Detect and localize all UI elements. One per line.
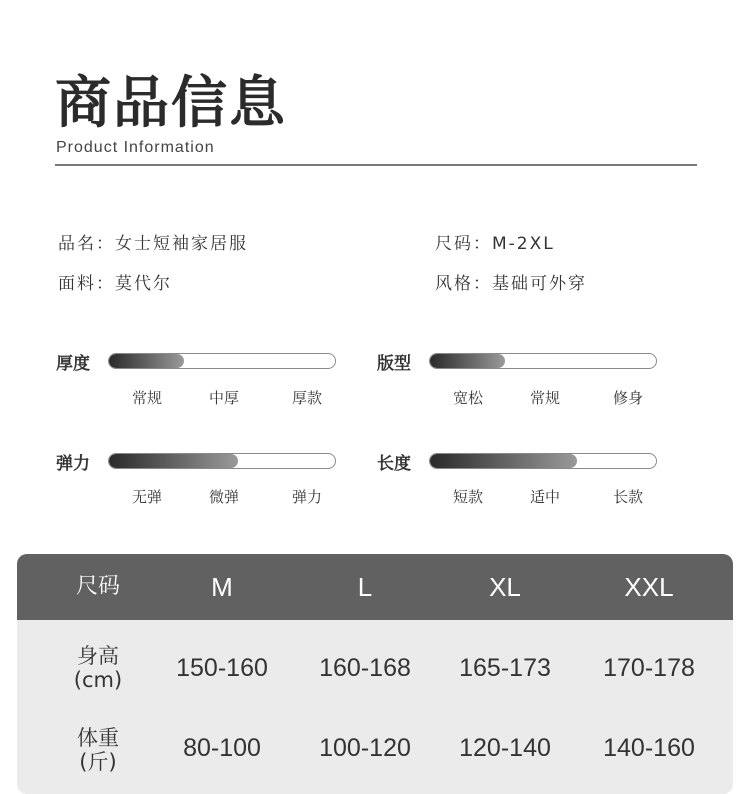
- size-header-xxl: XXL: [624, 572, 674, 602]
- attr-thickness-scale-2: 中厚: [208, 389, 239, 407]
- table-cell: 120-140: [459, 734, 551, 762]
- attr-thickness-fill: [109, 354, 184, 368]
- attr-thickness-scale-1: 常规: [131, 389, 162, 407]
- attr-elasticity-scale-1: 无弹: [131, 488, 162, 506]
- size-header-m: M: [211, 572, 233, 602]
- attr-length-scale-2: 适中: [529, 488, 560, 506]
- page-title: 商品信息: [55, 71, 287, 136]
- product-size-range: 尺码：M-2XL: [435, 234, 555, 254]
- attr-length-scale-3: 长款: [612, 488, 643, 506]
- size-table-header: [17, 554, 733, 620]
- table-cell: 165-173: [459, 654, 551, 682]
- attr-thickness-bar: [108, 353, 336, 369]
- table-cell: 170-178: [603, 654, 695, 682]
- page-subtitle: Product Information: [56, 139, 215, 156]
- size-header-l: L: [357, 572, 373, 602]
- attr-length-label: 长度: [377, 454, 411, 474]
- attr-length-bar: [429, 453, 657, 469]
- product-style: 风格：基础可外穿: [435, 274, 587, 294]
- table-cell: 160-168: [319, 654, 411, 682]
- row-weight-label: [53, 726, 143, 774]
- attr-elasticity-fill: [109, 454, 238, 468]
- attr-thickness-scale-3: 厚款: [291, 389, 322, 407]
- attr-elasticity-scale-3: 弹力: [291, 488, 322, 506]
- attr-elasticity-bar: [108, 453, 336, 469]
- attr-fit-scale-3: 修身: [612, 389, 643, 407]
- attr-length-scale-1: 短款: [452, 488, 483, 506]
- attr-thickness-label: 厚度: [56, 354, 90, 374]
- size-table: [17, 554, 733, 794]
- attr-elasticity-scale-2: 微弹: [208, 488, 239, 506]
- size-header-xl: XL: [489, 572, 521, 602]
- row-height-label-unit: (cm): [73, 668, 123, 692]
- table-cell: 100-120: [319, 734, 411, 762]
- table-cell: 150-160: [176, 654, 268, 682]
- attr-elasticity-label: 弹力: [56, 454, 90, 474]
- row-height-label-text: 身高: [77, 644, 119, 668]
- attr-fit-label: 版型: [377, 354, 411, 374]
- product-name: 品名：女士短袖家居服: [58, 234, 248, 254]
- product-fabric: 面料：莫代尔: [58, 274, 172, 294]
- attr-length-fill: [430, 454, 577, 468]
- title-divider: [55, 164, 697, 166]
- size-header-label: 尺码: [75, 574, 120, 599]
- row-weight-label-unit: (斤): [79, 750, 117, 774]
- table-cell: 80-100: [183, 734, 261, 762]
- attr-fit-scale-2: 常规: [529, 389, 560, 407]
- attr-fit-fill: [430, 354, 505, 368]
- attr-fit-scale-1: 宽松: [452, 389, 483, 407]
- row-weight-label-text: 体重: [77, 726, 119, 750]
- table-cell: 140-160: [603, 734, 695, 762]
- attr-fit-bar: [429, 353, 657, 369]
- row-height-label: [53, 644, 143, 692]
